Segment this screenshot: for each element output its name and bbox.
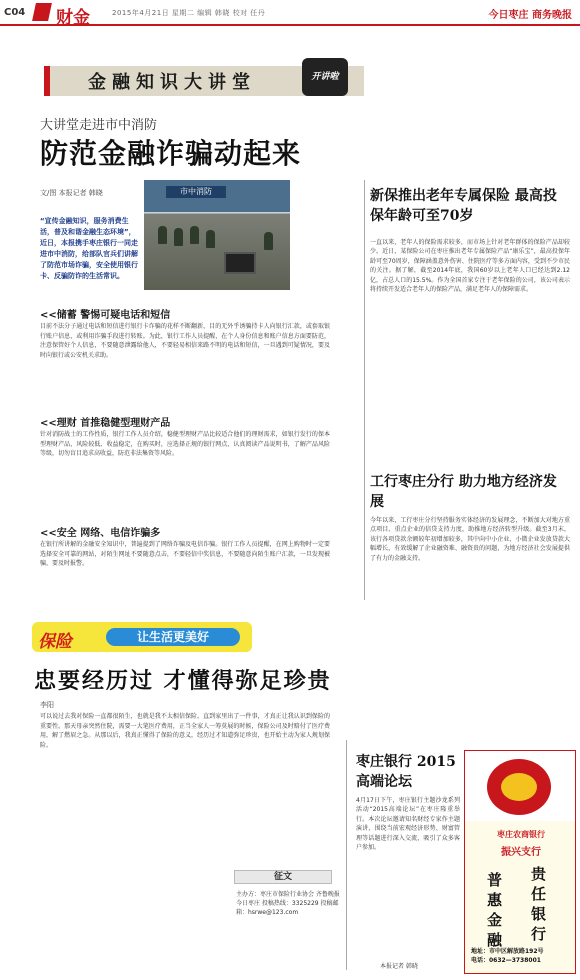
- story5-headline: 忠要经历过 才懂得弥足珍贵: [34, 668, 332, 694]
- page-header: [0, 0, 580, 26]
- story3-headline: 工行枣庄分行 助力地方经济发展: [370, 474, 557, 510]
- photo-person: [174, 228, 183, 246]
- ad-bank-name: 枣庄农商银行: [497, 830, 545, 839]
- banner-title: 金融知识大讲堂: [88, 72, 256, 93]
- promo-slogan: 让生活更美好: [106, 628, 240, 646]
- story1-kicker: 大讲堂走进市中消防: [40, 118, 158, 133]
- ad-address: 地址：市中区解放路192号: [471, 948, 544, 955]
- ad-contact: [471, 947, 571, 965]
- insurance-promo: [32, 622, 252, 652]
- ad-branch: 振兴支行: [501, 847, 541, 858]
- ad-char: 行: [531, 925, 547, 943]
- story1-lead: “宣传金融知识，服务消费生活，普及和谐金融生态环境”，近日，本报携手枣庄银行一同走进市中消防，给部队官兵们讲解了防范市场诈骗，安全使用银行卡、反骗防诈的生活常识。: [40, 217, 138, 280]
- section-text: 针对消防战士的工作性质，银行工作人员介绍，稳健型理财产品比较适合他们的理财需求，如银行发行的保本型理财产品，风险较低、收益稳定，在购买时，应选择正规的银行网点，认真阅读产品说明书，了解产品风险等级，切勿盲目追求高收益，防范非法集资等风险。: [40, 431, 330, 457]
- story4-headline: 枣庄银行 2015高端论坛: [356, 754, 456, 790]
- banner-badge: 开讲啦: [302, 58, 348, 96]
- story5-byline: 李阳: [40, 701, 54, 709]
- ad-phone: 电话：0632—3738001: [471, 957, 541, 964]
- photo-person: [158, 226, 167, 244]
- column-divider: [364, 180, 365, 600]
- photo-sign: 市中消防: [166, 186, 226, 198]
- ad-char: 贵: [531, 865, 547, 883]
- section-text: 目前不法分子通过电话和短信进行银行卡诈骗的花样不断翻新，目的无外乎诱骗持卡人向银行汇款，或套取银行账户信息，或利用诈骗手段进行转账。为此，银行工作人员提醒，在个人身份信息和账户信息方面要防范，注意保管好个人信息，不要随意泄露给他人，不要轻易相信来路不明的电话和短信，一旦遇到可疑情况，要及时向银行或公安机关求助。: [40, 323, 330, 359]
- photo-person: [190, 226, 199, 244]
- page-number: C04: [4, 7, 26, 18]
- section-mark: [32, 3, 52, 21]
- column-divider: [346, 740, 347, 970]
- story3-text: 今年以来，工行枣庄分行坚持服务实体经济的发展理念，不断加大对地方重点项目、重点企业的信贷支持力度，助推地方经济转型升级。截至3月末，该行各项贷款余额较年初增加较多，其中向中小企业、小微企业发放贷款大幅增长，有效缓解了企业融资难、融资贵的问题，为地方经济社会发展提供了有力的金融支持。: [370, 517, 570, 562]
- photo-person: [206, 230, 215, 248]
- section-title: <<储蓄 警惕可疑电话和短信: [40, 310, 171, 321]
- ad-char: 任: [531, 885, 547, 903]
- lecture-banner: [44, 66, 364, 96]
- story5-text: 可以说过去我对保险一直都很陌生，也就是我不太相信保险。直到家里出了一件事，才真正让我认识到保险的重要性。那天母亲突然住院，需要一大笔医疗费用，正当全家人一筹莫展的时候，保险公司及时赔付了医疗费用，解了燃眉之急。从那以后，我真正懂得了保险的意义，经历过才知道弥足珍贵，也开始主动为家人规划保险。: [40, 713, 330, 749]
- bank-logo-icon: [487, 759, 551, 815]
- story4-credit: 本报记者 韩晓: [380, 963, 418, 970]
- ad-logo-area: [465, 751, 575, 821]
- essay-contest-label: 征文: [234, 870, 332, 884]
- story4-text: 4月17日下午，枣庄银行主题沙龙系列活动“2015高端论坛”在枣庄隆重举行。本次论坛邀请知名财经专家作主题演讲，围绕当前宏观经济形势、财富管理等话题进行深入交流，吸引了众多客户参加。: [356, 797, 460, 852]
- story2-headline: 新保推出老年专属保险 最高投保年龄可至70岁: [370, 188, 557, 224]
- section-name: 财金: [56, 8, 90, 28]
- essay-contest-info: 主办方：枣庄市保险行业协会 齐鲁晚报今日枣庄 投稿热线：3325229 投稿邮箱：hsrwe@123.com: [236, 891, 340, 916]
- photo-laptop: [224, 252, 256, 274]
- lecture-photo: [144, 180, 290, 290]
- ad-char: 金: [487, 911, 503, 929]
- masthead: 今日枣庄 商务晚报: [488, 10, 572, 21]
- section-title: <<安全 网络、电信诈骗多: [40, 528, 161, 539]
- ad-char: 普: [487, 871, 503, 889]
- bank-advertisement: [464, 750, 576, 974]
- story1-byline: 文/图 本报记者 韩晓: [40, 189, 103, 197]
- promo-word: 保险: [38, 632, 72, 652]
- ad-char: 银: [531, 905, 547, 923]
- bank-logo-center: [501, 773, 537, 801]
- story1-headline: 防范金融诈骗动起来: [40, 137, 302, 170]
- dateline: 2015年4月21日 星期二 编辑 韩晓 校对 任丹: [112, 9, 266, 17]
- photo-person: [264, 232, 273, 250]
- section-title: <<理财 首推稳健型理财产品: [40, 418, 171, 429]
- story2-text: 一直以来，老年人的保险需求较多，而市场上针对老年群体的保险产品却较少。近日，某保险公司在枣庄推出老年专属保险产品“康乐宝”，最高投保年龄可至70周岁，保障涵盖意外伤害、住院医疗等多方面内容，受到不少市民的关注。据了解，截至2014年底，我国60岁以上老年人口已经达到2.12亿，占总人口的15.5%。作为全国首家专注于老年保险的公司，该公司表示将持续开发适合老年人的保险产品，满足老年人的保障需求。: [370, 239, 570, 294]
- ad-char: 融: [487, 931, 503, 949]
- ad-char: 惠: [487, 891, 503, 909]
- section-text: 在银行所讲解的金融安全知识中，普遍提到了网络诈骗及电信诈骗。银行工作人员提醒，在网上购物时一定要选择安全可靠的网站，对陌生网址不要随意点击，不要轻信中奖信息，不要随意向陌生账户汇款，一旦发现被骗，要及时报警。: [40, 541, 330, 567]
